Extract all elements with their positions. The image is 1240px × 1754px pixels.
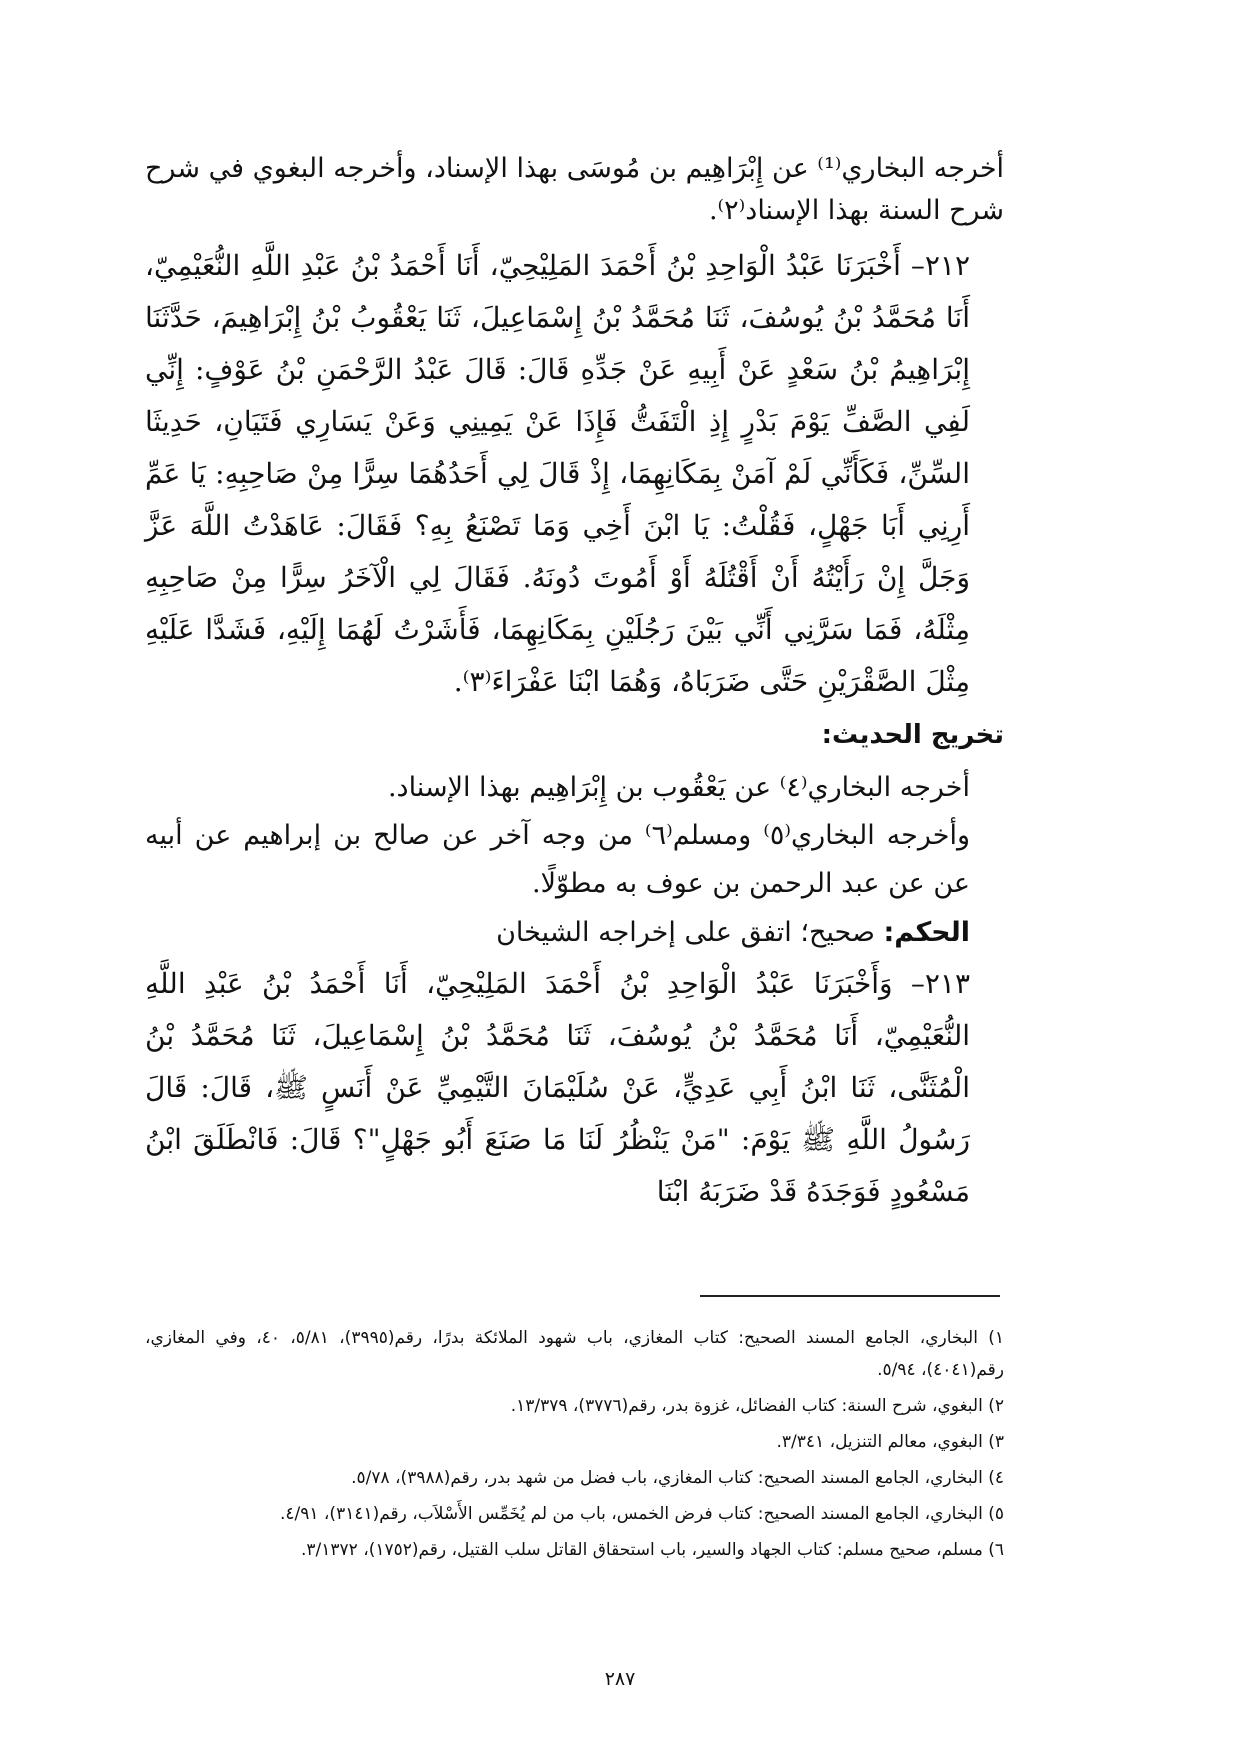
footnotes-block [145,1322,1004,1570]
main-text-block [145,148,1004,1218]
hadith-213: ٢١٣– وَأَخْبَرَنَا عَبْدُ الْوَاحِدِ بْنُ أَحْمَدَ المَلِيْحِيّ، أَنَا أَحْمَدُ بْنُ عَبْدِ اللَّهِ النُّعَيْمِيّ، أَنَا مُحَمَّدُ بْنُ يُوسُفَ، ثَنَا مُحَمَّدُ بْنُ إِسْمَاعِيلَ، ثَنَا مُحَمَّدُ بْنُ الْمُثَنَّى، ثَنَا ابْنُ أَبِي عَدِيٍّ، عَنْ سُلَيْمَانَ التَّيْمِيِّ عَنْ أَنَسٍ ﷺ، قَالَ: قَالَ رَسُولُ اللَّهِ ﷺ يَوْمَ: "مَنْ يَنْظُرُ لَنَا مَا صَنَعَ أَبُو جَهْلٍ"؟ قَالَ: فَانْطَلَقَ ابْنُ مَسْعُودٍ فَوَجَدَهُ قَدْ ضَرَبَهُ ابْنَا [145,967,970,1208]
takhrij-paragraph-2: وأخرجه البخاري⁽٥⁾ ومسلم⁽٦⁾ من وجه آخر عن صالح بن إبراهيم عن أبيه عن عن عبد الرحمن بن عوف به مطوّلًا. [145,820,971,899]
footnote-separator [700,1295,1000,1297]
footnote-2: ٢) البغوي، شرح السنة: كتاب الفضائل، غزوة بدر، رقم(٣٧٧٦)، ١٣/٣٧٩. [510,1396,1004,1416]
takhrij-paragraph-1: أخرجه البخاري⁽٤⁾ عن يَعْقُوب بن إِبْرَاهِيم بهذا الإسناد. [387,772,970,803]
footnote-3: ٣) البغوي، معالم التنزيل، ٣/٣٤١. [776,1432,1004,1452]
footnote-6: ٦) مسلم، صحيح مسلم: كتاب الجهاد والسير، باب استحقاق القاتل سلب القتيل، رقم(١٧٥٢)، ٣/١٣٧٢. [301,1540,1004,1560]
hadith-212: ٢١٢– أَخْبَرَنَا عَبْدُ الْوَاحِدِ بْنُ أَحْمَدَ المَلِيْحِيّ، أَنَا أَحْمَدُ بْنُ عَبْدِ اللَّهِ النُّعَيْمِيّ، أَنَا مُحَمَّدُ بْنُ يُوسُفَ، ثَنَا مُحَمَّدُ بْنُ إِسْمَاعِيلَ، ثَنَا يَعْقُوبُ بْنُ إِبْرَاهِيمَ، حَدَّثَنَا إِبْرَاهِيمُ بْنُ سَعْدٍ عَنْ أَبِيهِ عَنْ جَدِّهِ قَالَ: قَالَ عَبْدُ الرَّحْمَنِ بْنُ عَوْفٍ: إِنِّي لَفِي الصَّفِّ يَوْمَ بَدْرٍ إِذِ الْتَفَتُّ فَإِذَا عَنْ يَمِينِي وَعَنْ يَسَارِي فَتَيَانِ، حَدِيثَا السِّنِّ، فَكَأَنِّي لَمْ آمَنْ بِمَكَانِهِمَا، إِذْ قَالَ لِي أَحَدُهُمَا سِرًّا مِنْ صَاحِبِهِ: يَا عَمِّ أَرِنِي أَبَا جَهْلٍ، فَقُلْتُ: يَا ابْنَ أَخِي وَمَا تَصْنَعُ بِهِ؟ فَقَالَ: عَاهَدْتُ اللَّهَ عَزَّ وَجَلَّ إِنْ رَأَيْتُهُ أَنْ أَقْتُلَهُ أَوْ أَمُوتَ دُونَهُ. فَقَالَ لِي الْآخَرُ سِرًّا مِنْ صَاحِبِهِ مِثْلَهُ، فَمَا سَرَّنِي أَنِّي بَيْنَ رَجُلَيْنِ بِمَكَانِهِمَا، فَأَشَرْتُ لَهُمَا إِلَيْهِ، فَشَدَّا عَلَيْهِ مِثْلَ الصَّقْرَيْنِ حَتَّى ضَرَبَاهُ، وَهُمَا ابْنَا عَفْرَاءَ⁽٣⁾. [145,249,971,698]
takhrij-heading: تخريج الحديث: [821,720,1004,750]
ruling-label: الحكم: [883,917,970,948]
footnote-5: ٥) البخاري، الجامع المسند الصحيح: كتاب فرض الخمس، باب من لم يُخَمِّس الأَسْلاَب، رقم(٣١٤١)، ٤/٩١. [280,1504,1004,1524]
footnote-4: ٤) البخاري، الجامع المسند الصحيح: كتاب المغازي، باب فضل من شهد بدر، رقم(٣٩٨٨)، ٥/٧٨. [351,1468,1004,1488]
ruling-line [145,908,1004,958]
paragraph-intro: أخرجه البخاري⁽¹⁾ عن إِبْرَاهِيم بن مُوسَى بهذا الإسناد، وأخرجه البغوي في شرح شرح السنة بهذا الإسناد⁽٢⁾. [145,153,1005,226]
page-number: ٢٨٧ [604,1668,636,1690]
ruling-text: صحيح؛ اتفق على إخراجه الشيخان [496,917,884,948]
footnote-1: ١) البخاري، الجامع المسند الصحيح: كتاب المغازي، باب شهود الملائكة بدرًا، رقم(٣٩٩٥)، ٥/٨١، ٤٠، وفي المغازي، رقم(٤٠٤١)، ٥/٩٤. [145,1328,1004,1380]
